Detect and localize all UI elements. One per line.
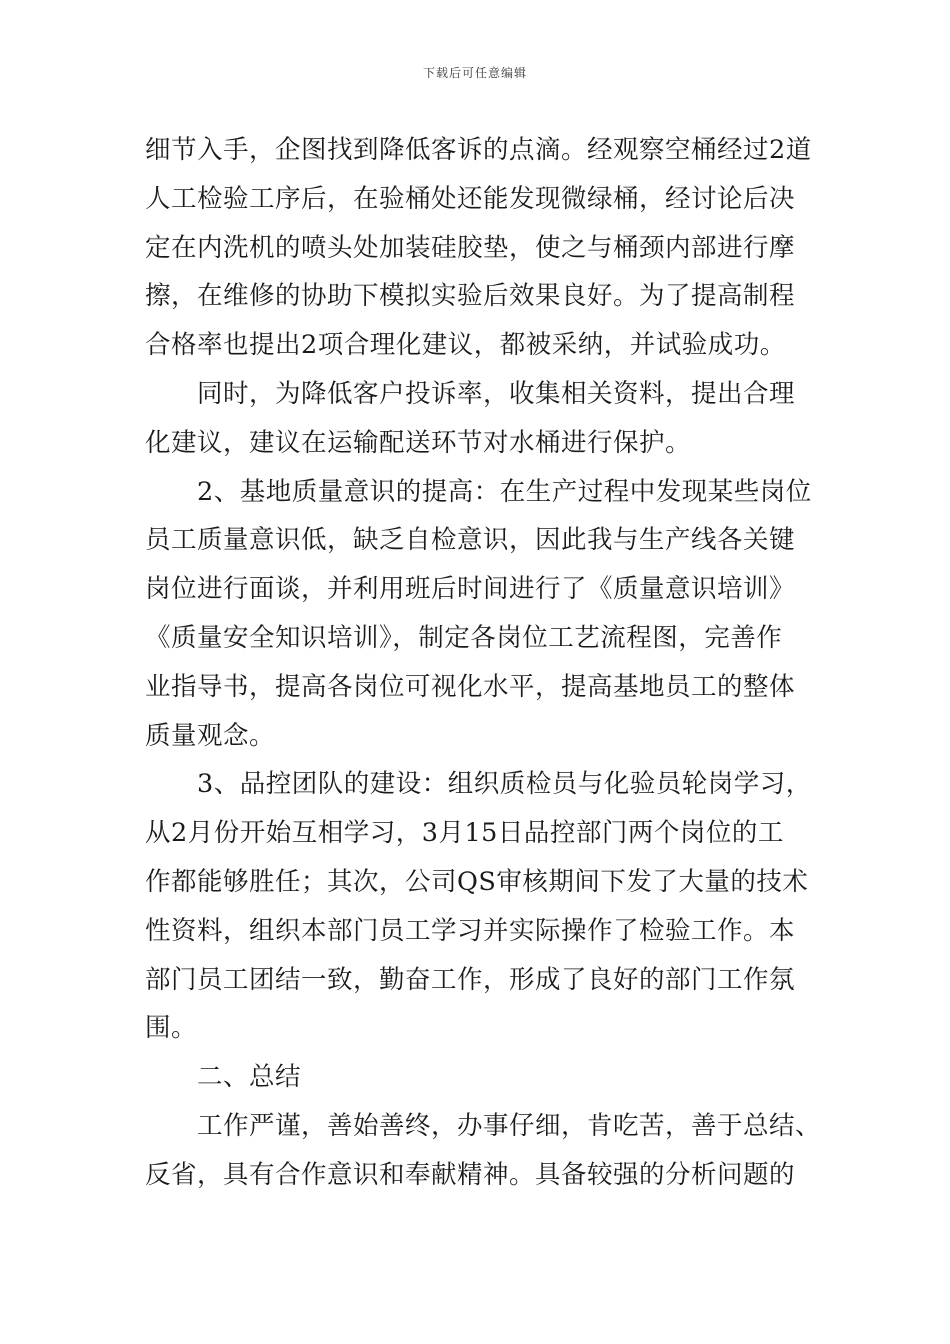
text-line: 细节入手，企图找到降低客诉的点滴。经观察空桶经过2道 xyxy=(145,135,812,165)
text-line: 员工质量意识低，缺乏自检意识，因此我与生产线各关键 xyxy=(145,525,796,556)
text-line: 性资料，组织本部门员工学习并实际操作了检验工作。本 xyxy=(145,915,796,946)
text-line: 合格率也提出2项合理化建议，都被采纳，并试验成功。 xyxy=(145,330,786,361)
text-line: 部门员工团结一致，勤奋工作，形成了良好的部门工作氛 xyxy=(145,964,796,995)
text-line: 擦，在维修的协助下模拟实验后效果良好。为了提高制程 xyxy=(145,281,796,312)
text-line: 化建议，建议在运输配送环节对水桶进行保护。 xyxy=(145,427,692,458)
text-line: 《质量安全知识培训》，制定各岗位工艺流程图，完善作 xyxy=(145,622,783,653)
paragraph-start-line: 2、基地质量意识的提高：在生产过程中发现某些岗位 xyxy=(197,476,812,507)
text-line: 业指导书，提高各岗位可视化水平，提高基地员工的整体 xyxy=(145,671,796,702)
text-line: 定在内洗机的喷头处加装硅胶垫，使之与桶颈内部进行摩 xyxy=(145,232,796,263)
paragraph-start-line: 3、品控团队的建设：组织质检员与化验员轮岗学习， xyxy=(197,769,812,800)
document-body xyxy=(145,126,822,1200)
paragraph-start-line: 工作严谨，善始善终，办事仔细，肯吃苦，善于总结、 xyxy=(197,1110,822,1141)
header-note: 下载后可任意编辑 xyxy=(422,66,527,80)
text-line: 岗位进行面谈，并利用班后时间进行了《质量意识培训》 xyxy=(145,574,796,605)
text-line: 围。 xyxy=(145,1013,198,1044)
text-line: 质量观念。 xyxy=(145,720,276,751)
text-line: 人工检验工序后，在验桶处还能发现微绿桶，经讨论后决 xyxy=(145,183,796,214)
text-line: 从2月份开始互相学习，3月15日品控部门两个岗位的工 xyxy=(145,818,784,849)
text-line: 反省，具有合作意识和奉献精神。具备较强的分析问题的 xyxy=(145,1159,796,1190)
paragraph-start-line: 同时，为降低客户投诉率，收集相关资料，提出合理 xyxy=(197,378,796,409)
section-heading: 二、总结 xyxy=(197,1062,302,1093)
text-line: 作都能够胜任；其次，公司QS审核期间下发了大量的技术 xyxy=(145,866,809,897)
